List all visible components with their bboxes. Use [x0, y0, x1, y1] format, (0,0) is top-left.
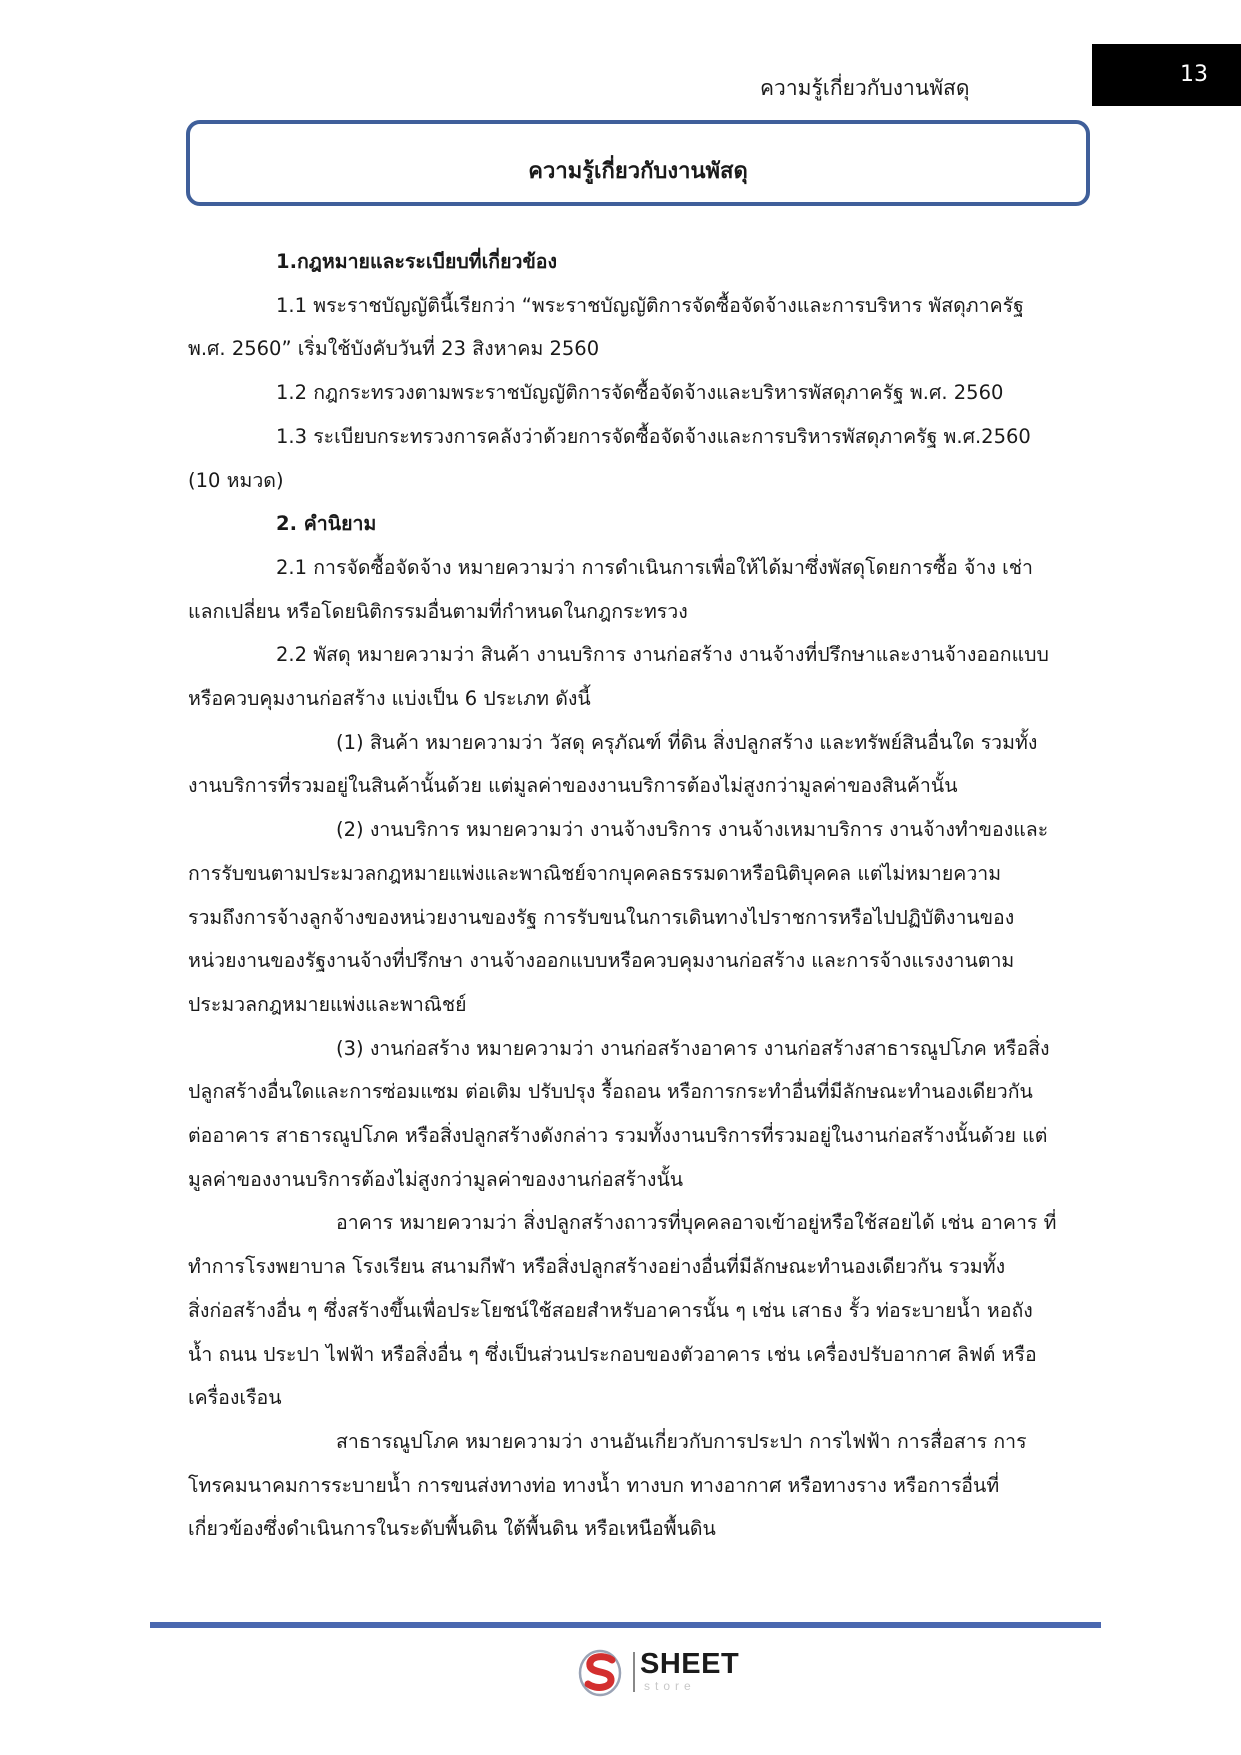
- paragraph-line: งานบริการที่รวมอยู่ในสินค้านั้นด้วย แต่มูลค่าของงานบริการต้องไม่สูงกว่ามูลค่าของสินค้านั้น: [188, 774, 958, 798]
- paragraph-line: โทรคมนาคมการระบายน้ำ การขนส่งทางท่อ ทางน้ำ ทางบก ทางอากาศ หรือทางราง หรือการอื่นที่: [188, 1473, 1000, 1497]
- paragraph-line: น้ำ ถนน ประปา ไฟฟ้า หรือสิ่งอื่น ๆ ซึ่งเป็นส่วนประกอบของตัวอาคาร เช่น เครื่องปรับอากาศ ลิฟต์ หรือ: [188, 1342, 1037, 1366]
- footer-rule: [150, 1622, 1101, 1628]
- paragraph-line: หน่วยงานของรัฐงานจ้างที่ปรึกษา งานจ้างออกแบบหรือควบคุมงานก่อสร้าง และการจ้างแรงงานตาม: [188, 949, 1015, 973]
- paragraph-line: 2.2 พัสดุ หมายความว่า สินค้า งานบริการ งานก่อสร้าง งานจ้างที่ปรึกษาและงานจ้างออกแบบ: [276, 643, 1049, 667]
- paragraph-line: ต่ออาคาร สาธารณูปโภค หรือสิ่งปลูกสร้างดังกล่าว รวมทั้งงานบริการที่รวมอยู่ในงานก่อสร้างนั้นด้วย แต่: [188, 1124, 1048, 1148]
- page-number: 13: [1180, 62, 1208, 87]
- title-text: ความรู้เกี่ยวกับงานพัสดุ: [528, 159, 748, 184]
- paragraph-line: 2.1 การจัดซื้อจัดจ้าง หมายความว่า การดำเนินการเพื่อให้ได้มาซึ่งพัสดุโดยการซื้อ จ้าง เช่า: [276, 555, 1033, 579]
- paragraph-line: ทำการโรงพยาบาล โรงเรียน สนามกีฬา หรือสิ่งปลูกสร้างอย่างอื่นที่มีลักษณะทำนองเดียวกัน รวมทั้ง: [188, 1255, 1006, 1279]
- section-heading: 1.กฎหมายและระเบียบที่เกี่ยวข้อง: [276, 250, 558, 273]
- paragraph-line: การรับขนตามประมวลกฎหมายแพ่งและพาณิชย์จากบุคคลธรรมดาหรือนิติบุคคล แต่ไม่หมายความ: [188, 861, 1002, 885]
- paragraph-line: (3) งานก่อสร้าง หมายความว่า งานก่อสร้างอาคาร งานก่อสร้างสาธารณูปโภค หรือสิ่ง: [336, 1036, 1050, 1060]
- paragraph-line: อาคาร หมายความว่า สิ่งปลูกสร้างถาวรที่บุคคลอาจเข้าอยู่หรือใช้สอยได้ เช่น อาคาร ที่: [336, 1211, 1057, 1235]
- page-number-box: [1092, 44, 1241, 106]
- logo-divider: [633, 1652, 635, 1692]
- paragraph-line: 1.3 ระเบียบกระทรวงการคลังว่าด้วยการจัดซื้อจัดจ้างและการบริหารพัสดุภาครัฐ พ.ศ.2560: [276, 424, 1031, 448]
- paragraph-line: ปลูกสร้างอื่นใดและการซ่อมแซม ต่อเติม ปรับปรุง รื้อถอน หรือการกระทำอื่นที่มีลักษณะทำนองเดียวกัน: [188, 1080, 1033, 1104]
- paragraph-line: 1.1 พระราชบัญญัตินี้เรียกว่า “พระราชบัญญัติการจัดซื้อจัดจ้างและการบริหาร พัสดุภาครัฐ: [276, 293, 1024, 317]
- paragraph-line: ประมวลกฎหมายแพ่งและพาณิชย์: [188, 992, 467, 1016]
- paragraph-line: รวมถึงการจ้างลูกจ้างของหน่วยงานของรัฐ การรับขนในการเดินทางไปราชการหรือไปปฏิบัติงานของ: [188, 905, 1015, 929]
- paragraph-line: แลกเปลี่ยน หรือโดยนิติกรรมอื่นตามที่กำหนดในกฎกระทรวง: [188, 599, 688, 623]
- paragraph-line: หรือควบคุมงานก่อสร้าง แบ่งเป็น 6 ประเภท ดังนี้: [188, 687, 591, 711]
- paragraph-line: (2) งานบริการ หมายความว่า งานจ้างบริการ งานจ้างเหมาบริการ งานจ้างทำของและ: [336, 818, 1049, 842]
- header-title: ความรู้เกี่ยวกับงานพัสดุ: [760, 76, 970, 100]
- logo-word: SHEET: [640, 1648, 740, 1680]
- paragraph-line: เกี่ยวข้องซึ่งดำเนินการในระดับพื้นดิน ใต้พื้นดิน หรือเหนือพื้นดิน: [188, 1517, 716, 1541]
- sheet-store-logo: [578, 1648, 748, 1698]
- logo-sub: store: [644, 1679, 696, 1693]
- paragraph-line: 1.2 กฎกระทรวงตามพระราชบัญญัติการจัดซื้อจัดจ้างและบริหารพัสดุภาครัฐ พ.ศ. 2560: [276, 381, 1004, 405]
- paragraph-line: มูลค่าของงานบริการต้องไม่สูงกว่ามูลค่าของงานก่อสร้างนั้น: [188, 1167, 684, 1191]
- s-mark-icon: [578, 1648, 630, 1698]
- section-heading: 2. คำนิยาม: [276, 512, 377, 536]
- document-body: [188, 240, 1090, 1551]
- paragraph-line: พ.ศ. 2560” เริ่มใช้บังคับวันที่ 23 สิงหาคม 2560: [188, 337, 600, 361]
- paragraph-line: สาธารณูปโภค หมายความว่า งานอันเกี่ยวกับการประปา การไฟฟ้า การสื่อสาร การ: [336, 1429, 1027, 1453]
- title-box: [186, 120, 1090, 206]
- paragraph-line: (10 หมวด): [188, 468, 284, 492]
- paragraph-line: เครื่องเรือน: [188, 1386, 282, 1410]
- paragraph-line: (1) สินค้า หมายความว่า วัสดุ ครุภัณฑ์ ที่ดิน สิ่งปลูกสร้าง และทรัพย์สินอื่นใด รวมทั้ง: [336, 730, 1038, 754]
- paragraph-line: สิ่งก่อสร้างอื่น ๆ ซึ่งสร้างขึ้นเพื่อประโยชน์ใช้สอยสำหรับอาคารนั้น ๆ เช่น เสาธง รั้ว ท่อระบายน้ำ หอถัง: [188, 1298, 1033, 1322]
